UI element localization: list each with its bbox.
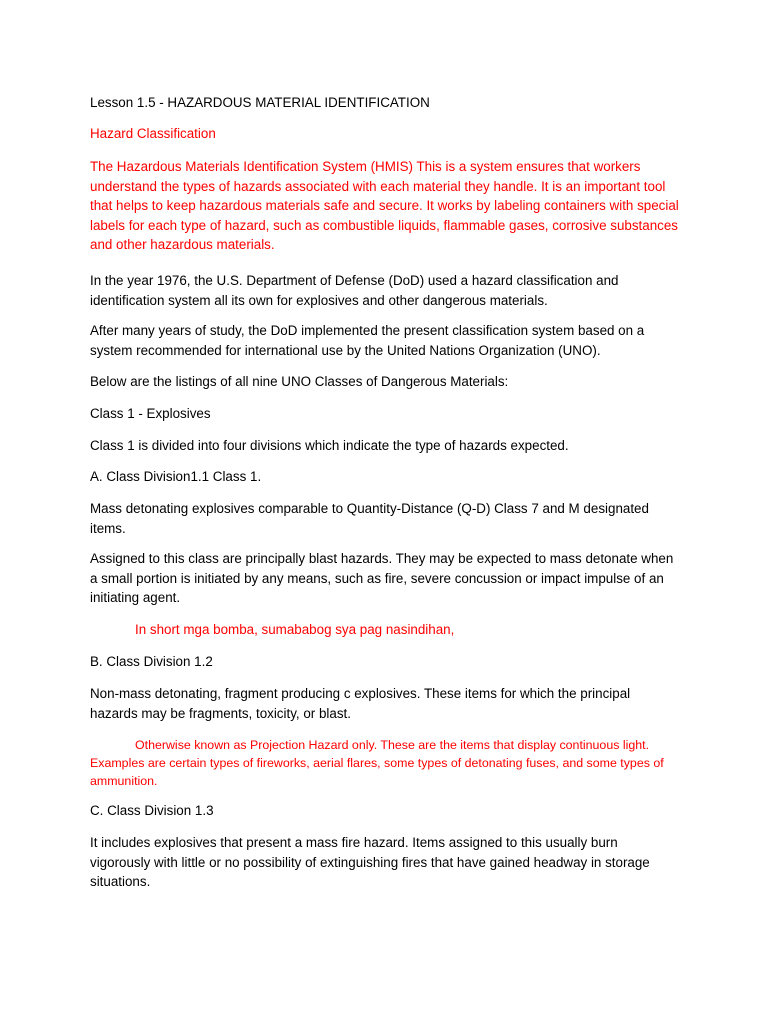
dod-study-paragraph: After many years of study, the DoD implemented the present classification system based on a system recommended for international use by the United Nations Organization (UNO). — [90, 323, 645, 358]
division-a-heading: A. Class Division1.1 Class 1. — [90, 469, 262, 484]
division-c-description: It includes explosives that present a mass fire hazard. Items assigned to this usually burn vigorously with little or no possibility of extinguishing fires that have gained headway in storage situations. — [90, 835, 650, 890]
division-b-description: Non-mass detonating, fragment producing c explosives. These items for which the principal hazards may be fragments, toxicity, or blast. — [90, 686, 631, 721]
listings-intro-paragraph: Below are the listings of all nine UNO Classes of Dangerous Materials: — [90, 374, 509, 389]
division-a-description: Mass detonating explosives comparable to Quantity-Distance (Q-D) Class 7 and M designated items. — [90, 501, 649, 536]
division-b-note: Otherwise known as Projection Hazard only. These are the items that display continuous light. Examples are certain types of fireworks, aerial flares, some types of detonating fuses, and some types of ammunition. — [90, 738, 664, 788]
class1-description: Class 1 is divided into four divisions which indicate the type of hazards expected. — [90, 438, 569, 453]
division-b-heading: B. Class Division 1.2 — [90, 654, 213, 669]
lesson-title: Lesson 1.5 - HAZARDOUS MATERIAL IDENTIFICATION — [90, 95, 430, 110]
division-a-assigned-paragraph: Assigned to this class are principally blast hazards. They may be expected to mass detonate when a small portion is initiated by any means, such as fire, severe concussion or impact impulse of an initiating agent. — [90, 551, 674, 606]
section-heading-hazard-classification: Hazard Classification — [90, 126, 216, 141]
class1-heading: Class 1 - Explosives — [90, 406, 211, 421]
division-a-note: In short mga bomba, sumababog sya pag nasindihan, — [135, 622, 455, 637]
dod-1976-paragraph: In the year 1976, the U.S. Department of Defense (DoD) used a hazard classification and identification system all its own for explosives and other dangerous materials. — [90, 273, 619, 308]
division-c-heading: C. Class Division 1.3 — [90, 803, 214, 818]
hmis-intro-paragraph: The Hazardous Materials Identification System (HMIS) This is a system ensures that workers understand the types of hazards associated with each material they handle. It is an important tool that helps to keep hazardous materials safe and secure. It works by labeling containers with special labels for each type of hazard, such as combustible liquids, flammable gases, corrosive substances and other hazardous materials. — [90, 159, 679, 253]
